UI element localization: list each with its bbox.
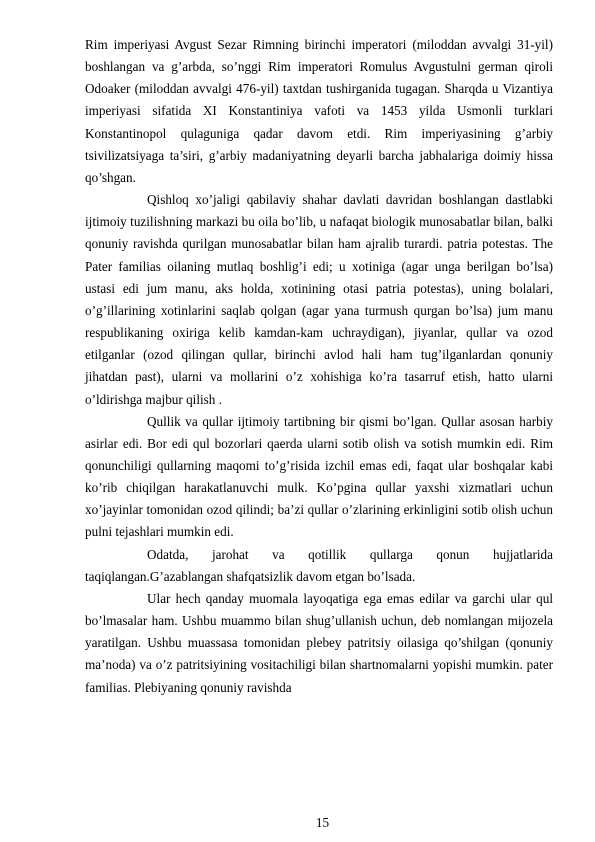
paragraph-rome-empire: Rim imperiyasi Avgust Sezar Rimning birinchi imperatori (miloddan avvalgi 31-yil) boshlangan va g’arbda, so’nggi Rim imperatori Romulus Avgustulni german qiroli Odoaker (miloddan avvalgi 476-yil) taxtdan tushirganida tugagan. Sharqda u Vizantiya imperiyasi sifatida XI Konstantiniya vafoti va 1453 yilda Usmonli turklari Konstantinopol qulaguniga qadar davom etdi. Rim imperiyasining g’arbiy tsivilizatsiyaga ta’siri, g’arbiy madaniyatning deyarli barcha jabhalariga doimiy hissa qo’shgan. [85,37,553,185]
paragraph-legal-capacity: Ular hech qanday muomala layoqatiga ega emas edilar va garchi ular qul bo’lmasalar ham. Ushbu muammo bilan shug’ullanish uchun, deb nomlangan mijozela yaratilgan. Ushbu muassasa tomonidan plebey patritsiy oilasiga qo’shilgan (qonuniy ma’noda) va o’z patritsiyining vositachiligi bilan shartnomalarni yopishi mumkin. pater familias. Plebiyaning qonuniy ravishda [85,590,553,695]
page-number: 15 [315,815,330,830]
body-text [85,34,553,699]
paragraph-family-structure: Qishloq xo’jaligi qabilaviy shahar davlati davridan boshlangan dastlabki ijtimoiy tuzilishning markazi bu oila bo’lib, u nafaqat biologik munosabatlar bilan, balki qonuniy ravishda qurilgan munosabatlar bilan ham ajralib turardi. patria potestas. The Pater familias oilaning mutlaq boshlig’i edi; u xotiniga (agar unga berilgan bo’lsa) ustasi edi jum manu, aks holda, xotinining otasi patria potestas), uning bolalari, o’g’illarining xotinlarini saqlab qolgan (agar yana turmush qurgan bo’lsa) jum manu respublikaning oxiriga kelib kamdan-kam uchraydigan), jiyanlar, qullar va ozod etilganlar (ozod qilingan qullar, birinchi avlod hali ham tug’ilganlardan qonuniy jihatdan past), ularni va mollarini o’z xohishiga ko’ra tasarruf etish, hatto ularni o’ldirishga majbur qilish . [85,192,553,407]
paragraph-injury-law: Odatda, jarohat va qotillik qullarga qonun hujjatlarida taqiqlangan.G’azablangan shafqatsizlik davom etgan bo’lsada. [85,546,553,584]
paragraph-slavery: Qullik va qullar ijtimoiy tartibning bir qismi bo’lgan. Qullar asosan harbiy asirlar edi. Bor edi qul bozorlari qaerda ularni sotib olish va sotish mumkin edi. Rim qonunchiligi qullarning maqomi to’g’risida izchil emas edi, faqat ular boshqalar kabi ko’rib chiqilgan harakatlanuvchi mulk. Ko’pgina qullar yaxshi xizmatlari uchun xo’jayinlar tomonidan ozod qilindi; ba’zi qullar o’zlarining erkinligini sotib olish uchun pulni tejashlari mumkin edi. [85,413,553,540]
